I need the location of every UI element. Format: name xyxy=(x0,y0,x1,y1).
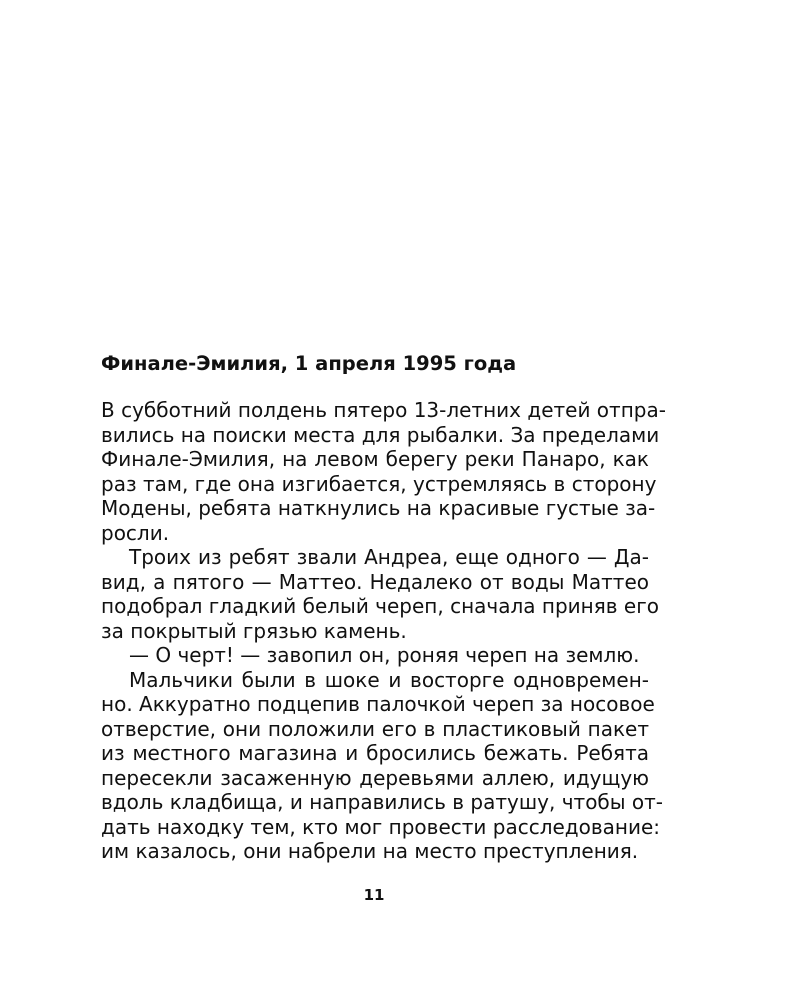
text-line: Модены, ребята наткнулись на красивые густые за- xyxy=(101,496,656,520)
text-line: из местного магазина и бросились бежать. Ребята xyxy=(101,741,649,765)
text-line: вились на поиски места для рыбалки. За пределами xyxy=(101,422,660,447)
text-line: В субботний полдень пятеро 13-летних детей отпра- xyxy=(101,398,666,422)
text-line: пересекли засаженную деревьями аллею, идущую xyxy=(101,765,649,790)
text-line: Финале-Эмилия, на левом берегу реки Панаро, как xyxy=(101,447,649,471)
page-number: 11 xyxy=(363,886,385,904)
text-line: Мальчики были в шоке и восторге одновремен- xyxy=(129,667,649,692)
text-line: — О черт! — завопил он, роняя череп на землю. xyxy=(129,643,640,667)
text-line: Троих из ребят звали Андреа, еще одного — Да- xyxy=(129,545,649,569)
text-line: вид, а пятого — Маттео. Недалеко от воды Маттео xyxy=(101,569,649,594)
text-line: раз там, где она изгибается, устремляясь в сторону xyxy=(101,471,657,496)
section-heading: Финале-Эмилия, 1 апреля 1995 года xyxy=(101,352,517,375)
text-line: но. Аккуратно подцепив палочкой череп за носовое xyxy=(101,692,655,716)
text-line: вдоль кладбища, и направились в ратушу, чтобы от- xyxy=(101,790,664,814)
text-line: за покрытый грязью камень. xyxy=(101,618,407,643)
body-text xyxy=(101,398,666,864)
text-line: дать находку тем, кто мог провести расследование: xyxy=(101,814,661,839)
text-line: отверстие, они положили его в пластиковый пакет xyxy=(101,716,649,741)
text-line: им казалось, они набрели на место преступления. xyxy=(101,839,639,863)
text-line: подобрал гладкий белый череп, сначала приняв его xyxy=(101,594,659,618)
text-line: росли. xyxy=(101,520,170,545)
